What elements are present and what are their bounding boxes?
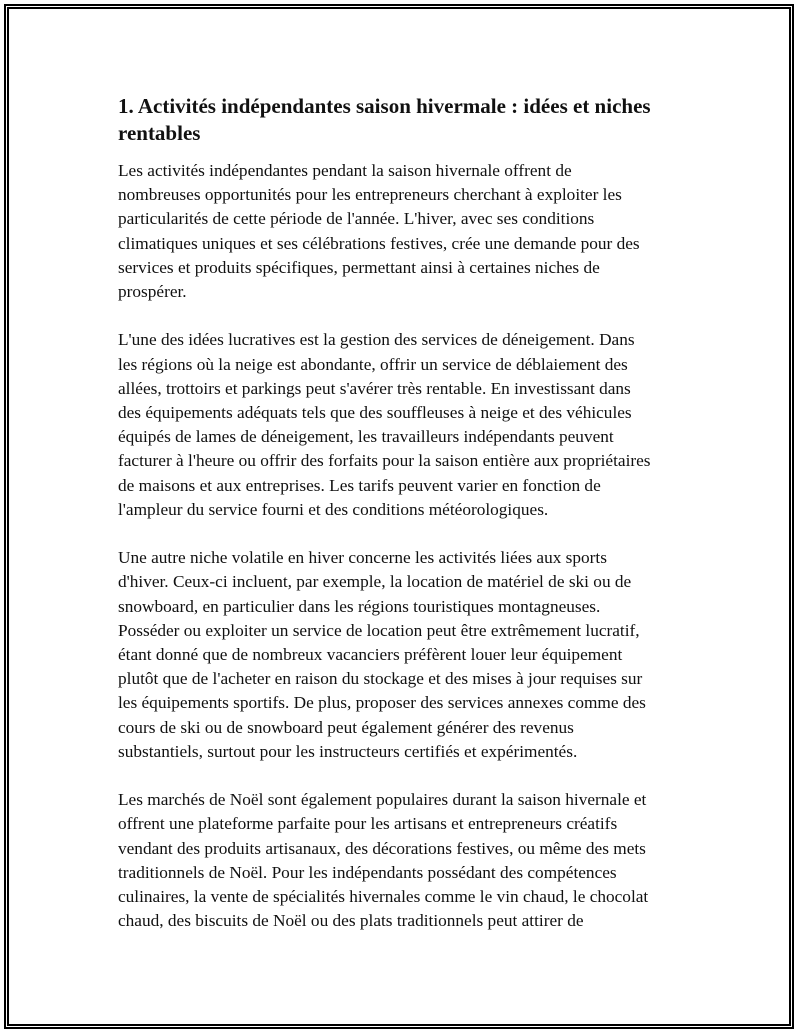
- section-heading: 1. Activités indépendantes saison hivermale : idées et niches rentables: [118, 94, 651, 145]
- paragraph-christmas-markets: Les marchés de Noël sont également populaires durant la saison hivernale et offrent une plateforme parfaite pour les artisans et entrepreneurs créatifs vendant des produits artisanaux, des décorations festives, ou même des mets traditionnels de Noël. Pour les indépendants possédant des compétences culinaires, la vente de spécialités hivernales comme le vin chaud, le chocolat chaud, des biscuits de Noël ou des plats traditionnels peut attirer de: [118, 790, 649, 931]
- document-body: [118, 93, 693, 958]
- paragraph-snow-removal: L'une des idées lucratives est la gestion des services de déneigement. Dans les régions où la neige est abondante, offrir un service de déblaiement des allées, trottoirs et parkings peut s'avérer très rentable. En investissant dans des équipements adéquats tels que des souffleuses à neige et des véhicules équipés de lames de déneigement, les travailleurs indépendants peuvent facturer à l'heure ou offrir des forfaits pour la saison entière aux propriétaires de maisons et aux entreprises. Les tarifs peuvent varier en fonction de l'ampleur du service fourni et des conditions météorologiques.: [118, 330, 651, 519]
- paragraph-winter-sports: Une autre niche volatile en hiver concerne les activités liées aux sports d'hiver. Ceux-ci incluent, par exemple, la location de matériel de ski ou de snowboard, en particulier dans les régions touristiques montagneuses. Posséder ou exploiter un service de location peut être extrêmement lucratif, étant donné que de nombreux vacanciers préfèrent louer leur équipement plutôt que de l'acheter en raison du stockage et des mises à jour requises sur les équipements sportifs. De plus, proposer des services annexes comme des cours de ski ou de snowboard peut également générer des revenus substantiels, surtout pour les instructeurs certifiés et expérimentés.: [118, 548, 646, 761]
- paragraph-intro: Les activités indépendantes pendant la saison hivernale offrent de nombreuses opportunités pour les entrepreneurs cherchant à exploiter les particularités de cette période de l'année. L'hiver, avec ses conditions climatiques uniques et ses célébrations festives, crée une demande pour des services et produits spécifiques, permettant ainsi à certaines niches de prospérer.: [118, 161, 640, 302]
